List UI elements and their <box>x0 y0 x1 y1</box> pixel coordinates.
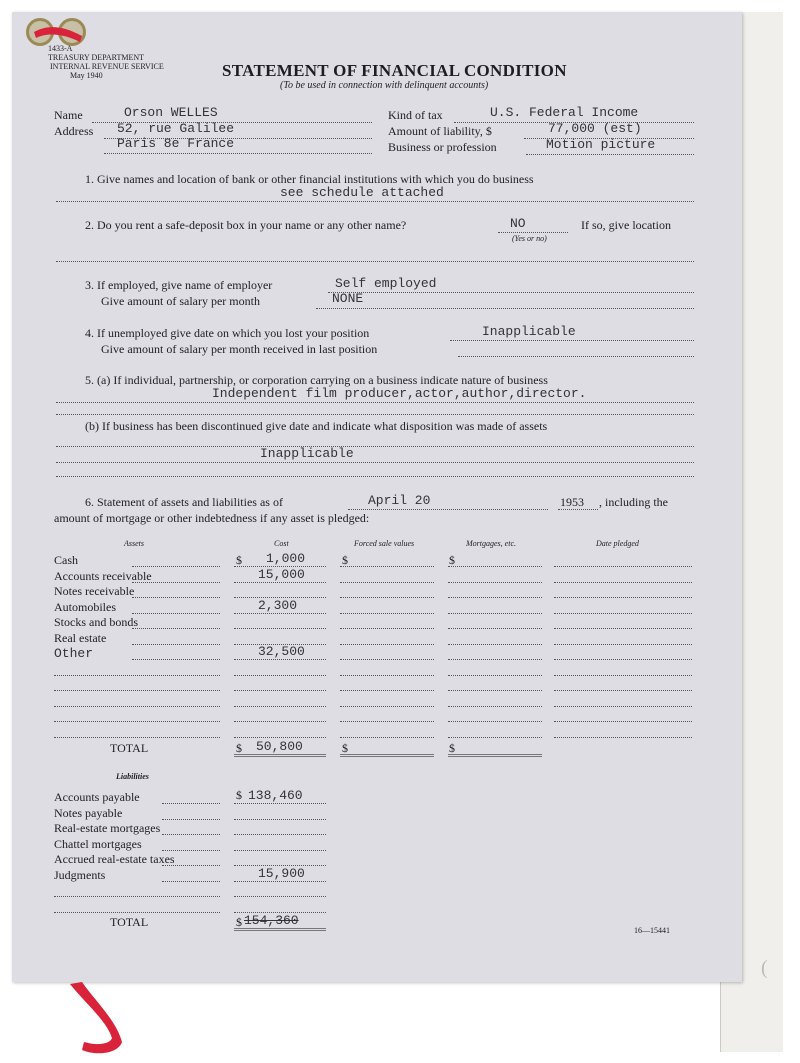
asset-cell-rule <box>554 675 692 676</box>
asset-cell-rule <box>340 628 434 629</box>
liability-label: Accounts payable <box>54 790 140 804</box>
form-page <box>12 12 742 982</box>
asset-cell-rule <box>340 644 434 645</box>
liability-dollar-sign: $ <box>236 788 242 802</box>
asset-cell-rule <box>554 582 692 583</box>
liability-value: 15,900 <box>258 865 305 881</box>
col-forced-sale: Forced sale values <box>354 539 415 548</box>
liabilities-header: Liabilities <box>116 772 149 781</box>
liability-label: Amount of liability, $ <box>388 124 492 138</box>
liability-cell-rule <box>234 834 326 835</box>
asset-cell-rule <box>448 566 542 567</box>
liability-row-rule <box>54 896 220 897</box>
question-2-hint: (Yes or no) <box>512 234 547 243</box>
question-2: 2. Do you rent a safe-deposit box in your name or any other name? <box>85 218 407 232</box>
liability-row-rule <box>54 912 220 913</box>
assets-total-value: 50,800 <box>256 739 303 754</box>
form-date: May 1940 <box>70 71 103 80</box>
asset-cell-rule <box>234 721 326 722</box>
asset-cell-rule <box>448 644 542 645</box>
liabilities-total-dollar: $ <box>236 915 242 929</box>
asset-cell-rule <box>554 659 692 660</box>
kind-of-tax-value: U.S. Federal Income <box>490 105 639 120</box>
asset-label: Accounts receivable <box>54 568 152 583</box>
question-5b: (b) If business has been discontinued give date and indicate what disposition was made of assets <box>85 419 548 433</box>
asset-row-rule <box>132 582 220 583</box>
mortgage-total-dollar: $ <box>449 741 455 755</box>
asset-cell-rule <box>554 597 692 598</box>
asset-row-rule <box>54 721 220 722</box>
question-1-answer: see schedule attached <box>280 185 444 200</box>
asset-row-rule <box>132 613 220 614</box>
question-4: 4. If unemployed give date on which you lost your position <box>85 326 370 340</box>
kind-of-tax-label: Kind of tax <box>388 108 443 122</box>
question-5a-answer: Independent film producer,actor,author,director. <box>212 386 587 401</box>
asset-label: Cash <box>54 553 78 567</box>
asset-value: 15,000 <box>258 566 305 582</box>
col-mortgages: Mortgages, etc. <box>466 539 516 548</box>
asset-cell-rule <box>448 706 542 707</box>
asset-cell-rule <box>554 737 692 738</box>
asset-cell-rule <box>340 582 434 583</box>
asset-cell-rule <box>340 566 434 567</box>
question-6-line2: amount of mortgage or other indebtedness if any asset is pledged: <box>54 511 370 525</box>
service: INTERNAL REVENUE SERVICE <box>50 62 164 71</box>
asset-cell-rule <box>234 659 326 660</box>
asset-value: 32,500 <box>258 644 305 659</box>
asset-cell-rule <box>448 737 542 738</box>
asset-row-rule <box>54 706 220 707</box>
col-assets: Assets <box>124 539 144 548</box>
asset-cell-rule <box>554 706 692 707</box>
liability-row-rule <box>162 881 220 882</box>
name-value: Orson WELLES <box>124 105 218 120</box>
asset-cell-rule <box>234 737 326 738</box>
page-subtitle: (To be used in connection with delinquent accounts) <box>280 80 489 91</box>
address-line1: 52, rue Galilee <box>117 121 235 136</box>
asset-cell-rule <box>554 644 692 645</box>
liability-row-rule <box>162 865 220 866</box>
col-cost: Cost <box>274 539 289 548</box>
asset-cell-rule <box>234 690 326 691</box>
asset-cell-rule <box>448 659 542 660</box>
asset-cell-rule <box>234 706 326 707</box>
asset-cell-rule <box>448 582 542 583</box>
question-3-answer: Self employed <box>335 276 437 291</box>
asset-dollar-sign: $ <box>342 553 348 567</box>
liability-row-rule <box>162 850 220 851</box>
asset-cell-rule <box>340 613 434 614</box>
asset-cell-rule <box>554 721 692 722</box>
question-2-tail: If so, give location <box>581 218 671 232</box>
asset-cell-rule <box>340 597 434 598</box>
liabilities-total-value: 154,360 <box>244 913 299 928</box>
asset-cell-rule <box>448 675 542 676</box>
asset-cell-rule <box>340 675 434 676</box>
asset-row-rule <box>132 659 220 660</box>
page-title: STATEMENT OF FINANCIAL CONDITION <box>222 61 567 80</box>
question-1: 1. Give names and location of bank or other financial institutions with which you do business <box>85 172 534 186</box>
statement-date: April 20 <box>368 493 431 508</box>
liability-row-rule <box>162 819 220 820</box>
asset-cell-rule <box>448 628 542 629</box>
asset-cell-rule <box>340 721 434 722</box>
liability-cell-rule <box>234 819 326 820</box>
asset-cell-rule <box>340 690 434 691</box>
statement-year: 1953 <box>560 495 584 509</box>
business-label: Business or profession <box>388 140 497 154</box>
ribbon-top-icon <box>30 22 90 46</box>
asset-label: Real estate <box>54 630 107 645</box>
asset-label: Stocks and bonds <box>54 615 138 629</box>
asset-dollar-sign: $ <box>449 553 455 567</box>
question-5a: 5. (a) If individual, partnership, or corporation carrying on a business indicate nature of business <box>85 373 548 387</box>
asset-cell-rule <box>340 659 434 660</box>
asset-label: Notes receivable <box>54 584 135 598</box>
address-line2: Paris 8e France <box>117 136 235 151</box>
liability-cell-rule <box>234 896 326 897</box>
asset-cell-rule <box>340 737 434 738</box>
asset-row-rule <box>132 597 220 598</box>
asset-row-rule <box>132 644 220 645</box>
question-4-salary: Give amount of salary per month received in last position <box>101 342 378 356</box>
question-5b-answer: Inapplicable <box>260 446 354 461</box>
liability-label: Notes payable <box>54 805 123 820</box>
asset-row-rule <box>132 566 220 567</box>
asset-value: 2,300 <box>258 597 298 613</box>
business-value: Motion picture <box>546 137 656 152</box>
asset-cell-rule <box>448 597 542 598</box>
asset-cell-rule <box>234 628 326 629</box>
liability-label: Chattel mortgages <box>54 836 142 851</box>
liabilities-total-label: TOTAL <box>110 915 149 929</box>
question-3-salary: Give amount of salary per month <box>101 294 260 308</box>
form-number: 1433-A <box>48 44 73 53</box>
question-2-answer: NO <box>510 216 526 231</box>
liability-cell-rule <box>234 803 326 804</box>
asset-dollar-sign: $ <box>236 553 242 567</box>
liability-row-rule <box>162 834 220 835</box>
forced-total-dollar: $ <box>342 741 348 755</box>
address-label: Address <box>54 124 94 138</box>
asset-label: Automobiles <box>54 599 116 614</box>
asset-cell-rule <box>234 582 326 583</box>
assets-total-dollar: $ <box>236 741 242 755</box>
liability-label: Judgments <box>54 867 106 882</box>
liability-cell-rule <box>234 881 326 882</box>
question-6: 6. Statement of assets and liabilities as of <box>85 495 283 509</box>
name-label: Name <box>54 108 83 122</box>
ribbon-bottom-icon <box>56 980 146 1060</box>
asset-row-rule <box>54 690 220 691</box>
asset-cell-rule <box>340 706 434 707</box>
asset-cell-rule <box>554 613 692 614</box>
question-3-salary-answer: NONE <box>332 291 364 306</box>
asset-row-rule <box>54 675 220 676</box>
department: TREASURY DEPARTMENT <box>48 53 145 62</box>
liability-label: Accrued real-estate taxes <box>54 852 175 866</box>
asset-cell-rule <box>554 690 692 691</box>
back-sheet-mark: ( <box>761 957 768 979</box>
asset-cell-rule <box>234 675 326 676</box>
liability-cell-rule <box>234 850 326 851</box>
asset-label: Other <box>54 646 94 661</box>
liability-row-rule <box>162 803 220 804</box>
liability-value: 77,000 (est) <box>548 121 642 136</box>
question-4-answer: Inapplicable <box>482 324 576 339</box>
assets-total-label: TOTAL <box>110 741 149 755</box>
asset-cell-rule <box>448 690 542 691</box>
asset-cell-rule <box>448 613 542 614</box>
print-code: 16—15441 <box>634 926 670 935</box>
liability-label: Real-estate mortgages <box>54 821 161 835</box>
col-date-pledged: Date pledged <box>596 539 639 548</box>
asset-cell-rule <box>234 613 326 614</box>
question-6-tail: , including the <box>599 495 668 509</box>
asset-cell-rule <box>554 628 692 629</box>
asset-value: 1,000 <box>266 551 306 566</box>
asset-row-rule <box>54 737 220 738</box>
asset-cell-rule <box>554 566 692 567</box>
asset-cell-rule <box>448 721 542 722</box>
asset-row-rule <box>132 628 220 629</box>
question-3: 3. If employed, give name of employer <box>85 278 273 292</box>
liability-value: 138,460 <box>248 788 303 803</box>
